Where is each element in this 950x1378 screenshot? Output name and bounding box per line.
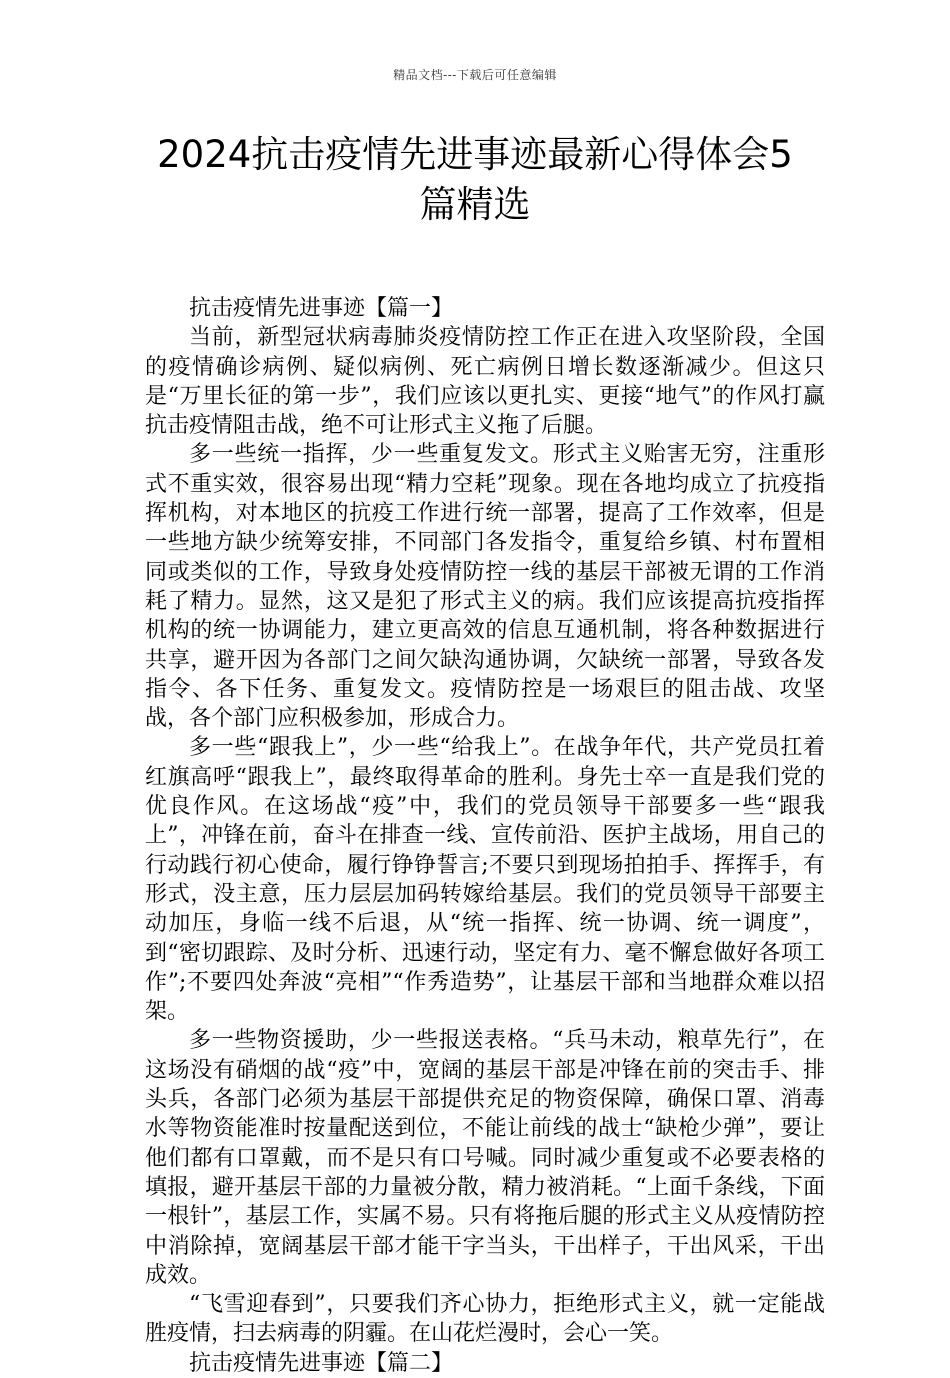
document-body [145,294,825,1378]
page-title: 2024抗击疫情先进事迹最新心得体会5篇精选 [157,133,793,226]
paragraph: “飞雪迎春到”，只要我们齐心协力，拒绝形式主义，就一定能战胜疫情，扫去病毒的阴霾。在山花烂漫时，会心一笑。 [145,1292,825,1347]
header-note: 精品文档---下载后可任意编辑 [393,68,557,82]
paragraph: 当前，新型冠状病毒肺炎疫情防控工作正在进入攻坚阶段，全国的疫情确诊病例、疑似病例、死亡病例日增长数逐渐减少。但这只是“万里长征的第一步”，我们应该以更扎实、更接“地气”的作风打赢抗击疫情阻击战，绝不可让形式主义拖了后腿。 [145,325,825,439]
paragraph: 多一些物资援助，少一些报送表格。“兵马未动，粮草先行”，在这场没有硝烟的战“疫”中，宽阔的基层干部是冲锋在前的突击手、排头兵，各部门必须为基层干部提供充足的物资保障，确保口罩、消毒水等物资能准时按量配送到位，不能让前线的战士“缺枪少弹”，要让他们都有口罩戴，而不是只有口号喊。同时减少重复或不必要表格的填报，避开基层干部的力量被分散，精力被消耗。“上面千条线，下面一根针”，基层工作，实属不易。只有将拖后腿的形式主义从疫情防控中消除掉，宽阔基层干部才能干字当头，干出样子，干出风采，干出成效。 [145,1028,825,1288]
section-heading-2: 抗击疫情先进事迹【篇二】 [189,1350,454,1376]
paragraph: 多一些统一指挥，少一些重复发文。形式主义贻害无穷，注重形式不重实效，很容易出现“精力空耗”现象。现在各地均成立了抗疫指挥机构，对本地区的抗疫工作进行统一部署，提高了工作效率，但是一些地方缺少统筹安排，不同部门各发指令，重复给乡镇、村布置相同或类似的工作，导致身处疫情防控一线的基层干部被无谓的工作消耗了精力。显然，这又是犯了形式主义的病。我们应该提高抗疫指挥机构的统一协调能力，建立更高效的信息互通机制，将各种数据进行共享，避开因为各部门之间欠缺沟通协调，欠缺统一部署，导致各发指令、各下任务、重复发文。疫情防控是一场艰巨的阻击战、攻坚战，各个部门应积极参加，形成合力。 [145,442,825,732]
paragraph: 多一些“跟我上”，少一些“给我上”。在战争年代，共产党员扛着红旗高呼“跟我上”，最终取得革命的胜利。身先士卒一直是我们党的优良作风。在这场战“疫”中，我们的党员领导干部要多一些“跟我上”，冲锋在前，奋斗在排查一线、宣传前沿、医护主战场，用自己的行动践行初心使命，履行铮铮誓言;不要只到现场拍拍手、挥挥手，有形式，没主意，压力层层加码转嫁给基层。我们的党员领导干部要主动加压，身临一线不后退，从“统一指挥、统一协调、统一调度”，到“密切跟踪、及时分析、迅速行动，坚定有力、毫不懈怠做好各项工作”;不要四处奔波“亮相”“作秀造势”，让基层干部和当地群众难以招架。 [145,735,825,1025]
section-heading-1: 抗击疫情先进事迹【篇一】 [189,296,454,321]
